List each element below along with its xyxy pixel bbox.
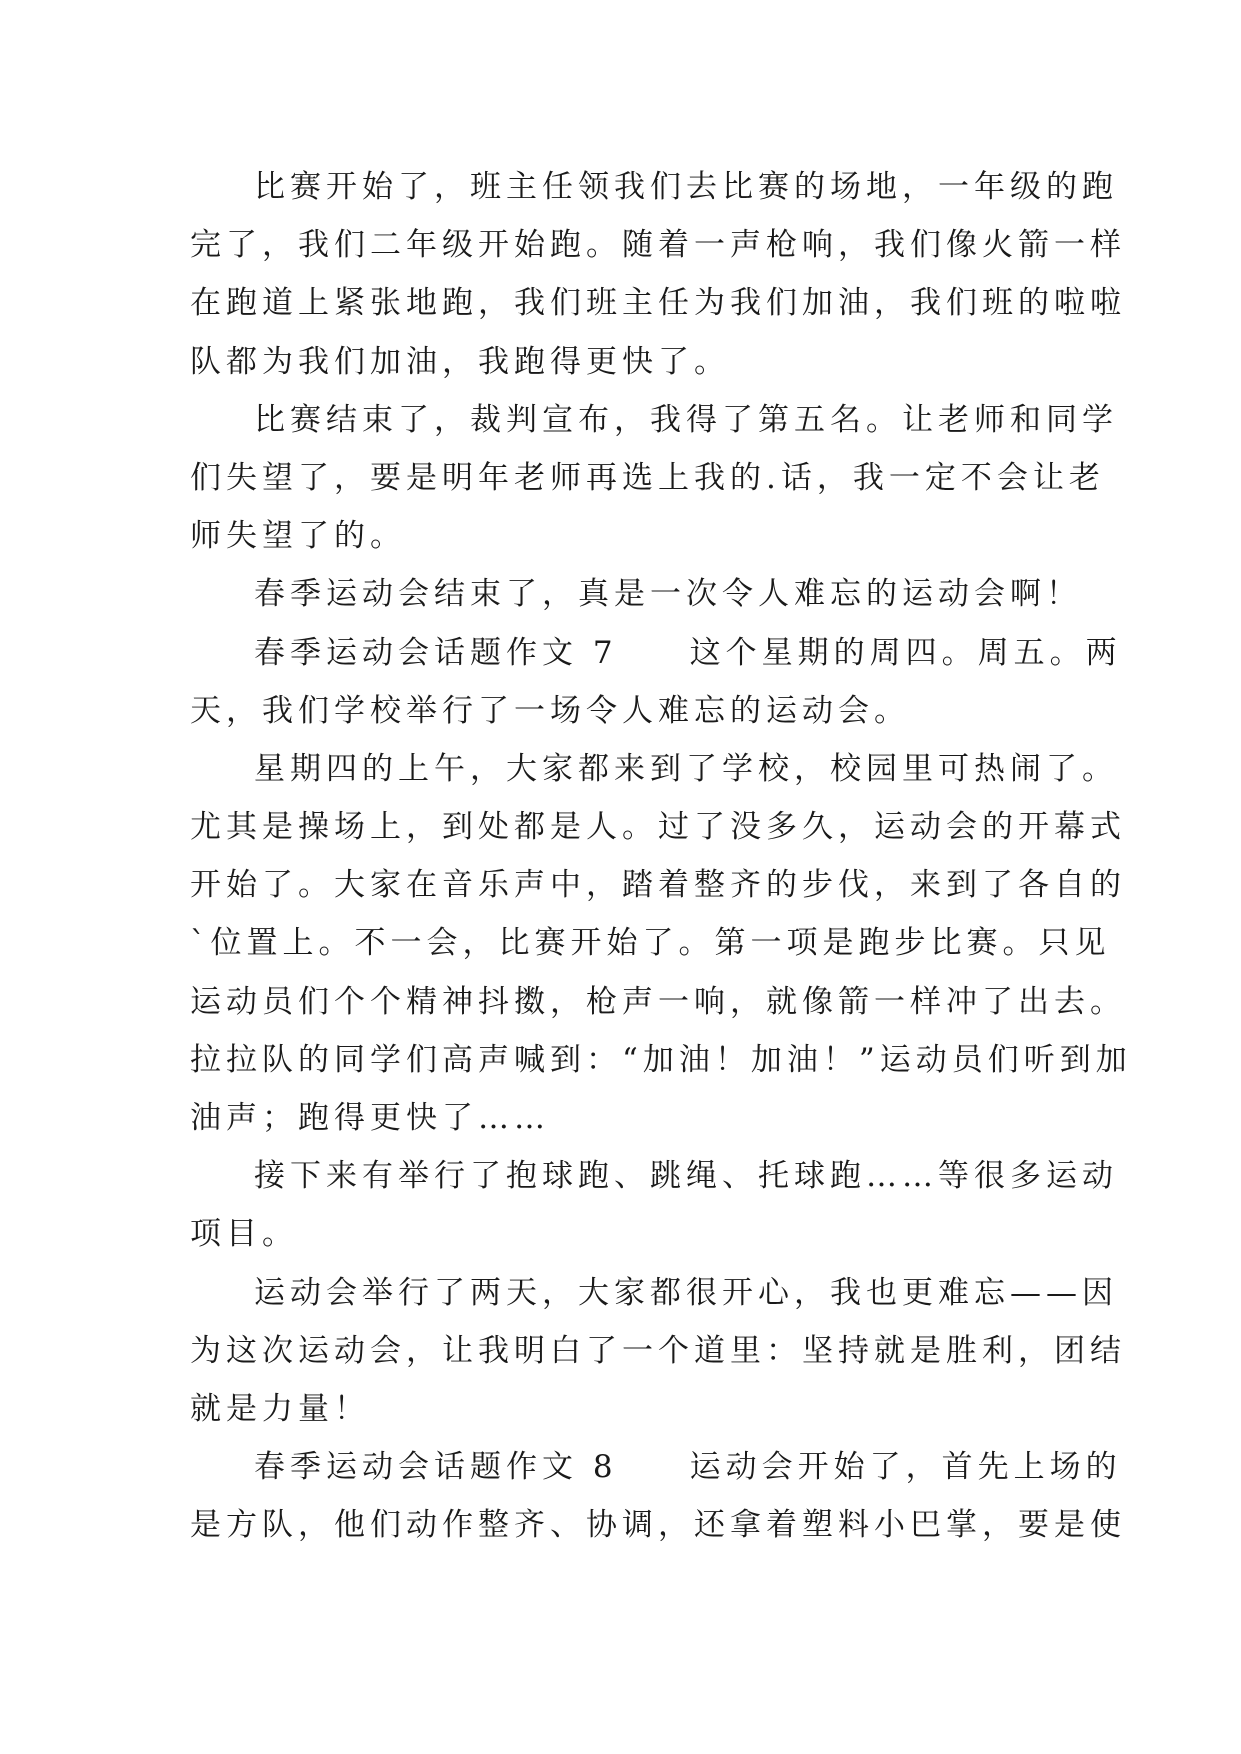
text-line: 拉拉队的同学们高声喊到：“加油！加油！”运动员们听到加 (190, 1041, 1132, 1078)
text-line: `位置上。不一会，比赛开始了。第一项是跑步比赛。只见 (190, 925, 1111, 962)
text-line: 油声；跑得更快了…… (190, 1100, 550, 1136)
text-line: 就是力量！ (190, 1390, 370, 1427)
text-line: 接下来有举行了抱球跑、跳绳、托球跑……等很多运动 (254, 1158, 1118, 1195)
text-line: 们失望了，要是明年老师再选上我的.话，我一定不会让老 (190, 459, 1105, 496)
text-line: 春季运动会结束了，真是一次令人难忘的运动会啊！ (254, 576, 1082, 613)
text-line: 开始了。大家在音乐声中，踏着整齐的步伐，来到了各自的 (190, 867, 1126, 904)
text-line: 春季运动会话题作文 7 这个星期的周四。周五。两 (254, 634, 1122, 671)
text-line: 天，我们学校举行了一场令人难忘的运动会。 (190, 692, 910, 729)
text-line: 运动会举行了两天，大家都很开心，我也更难忘——因 (254, 1274, 1118, 1311)
text-line: 是方队，他们动作整齐、协调，还拿着塑料小巴掌，要是使 (190, 1507, 1126, 1544)
text-line: 师失望了的。 (190, 518, 406, 555)
text-line: 完了，我们二年级开始跑。随着一声枪响，我们像火箭一样 (190, 227, 1126, 264)
text-line: 春季运动会话题作文 8 运动会开始了，首先上场的 (254, 1449, 1122, 1486)
text-line: 尤其是操场上，到处都是人。过了没多久，运动会的开幕式 (190, 809, 1126, 846)
text-line: 运动员们个个精神抖擞，枪声一响，就像箭一样冲了出去。 (190, 983, 1126, 1020)
text-line: 在跑道上紧张地跑，我们班主任为我们加油，我们班的啦啦 (190, 285, 1126, 322)
text-line: 为这次运动会，让我明白了一个道里：坚持就是胜利，团结 (190, 1332, 1126, 1369)
essay-body (190, 158, 1132, 1555)
text-line: 比赛开始了，班主任领我们去比赛的场地，一年级的跑 (254, 169, 1118, 205)
text-line: 队都为我们加油，我跑得更快了。 (190, 343, 730, 380)
text-line: 比赛结束了，裁判宣布，我得了第五名。让老师和同学 (254, 401, 1118, 438)
text-line: 星期四的上午，大家都来到了学校，校园里可热闹了。 (254, 750, 1118, 787)
text-line: 项目。 (190, 1216, 298, 1253)
